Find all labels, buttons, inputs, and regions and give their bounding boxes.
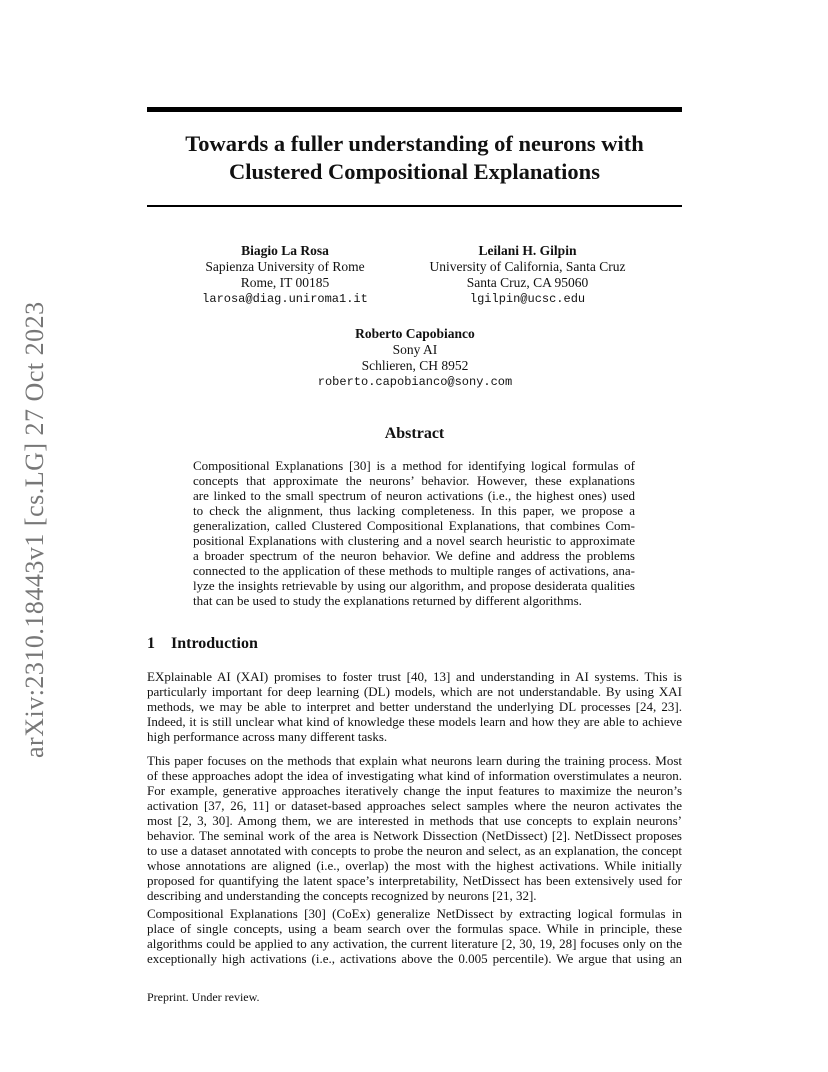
author-email[interactable]: larosa@diag.uniroma1.it [202,292,368,306]
paragraph-line: Compositional Explanations [30] (CoEx) generalize NetDissect by extracting logical formulas in [147,906,682,921]
author-block-3 [290,326,540,390]
paragraph-line: methods, we may be able to interpret and better understand the underlying DL processes [24, 23]. [147,699,682,714]
abstract-line: to check the alignment, thus lacking completeness. In this paper, we propose a [193,503,635,518]
paragraph-line: particularly important for deep learning (DL) models, which are not understandable. By using XAI [147,684,682,699]
author-block-1 [190,243,380,307]
paragraph-line: activation [37, 26, 11] or dataset-based approaches select samples where the neuron activates the [147,798,682,813]
paragraph-1 [147,669,682,744]
abstract-line: are linked to the small spectrum of neuron activations (i.e., the highest ones) used [193,488,635,503]
abstract-line: lyze the insights retrievable by using our algorithm, and propose desiderata qualities [193,578,635,593]
paragraph-3 [147,906,682,966]
section-title: Introduction [171,635,258,652]
paragraph-line: proposed for quantifying the latent space’s interpretability, NetDissect has been extensively used for [147,873,682,888]
abstract-body [193,458,635,608]
author-name: Roberto Capobianco [355,326,475,341]
title-line-1: Towards a fuller understanding of neurons with [185,131,644,156]
paragraph-line: Indeed, it is still unclear what kind of knowledge these models learn and how they are able to achieve [147,714,682,729]
author-affiliation: Sapienza University of Rome [205,259,365,274]
author-affiliation: Sony AI [392,342,438,357]
paragraph-line: behavior. The seminal work of the area is Network Dissection (NetDissect) [2]. NetDissect proposes [147,828,682,843]
paragraph-line: place of single concepts, using a beam search over the formulas space. While in principle, these [147,921,682,936]
paragraph-2 [147,753,682,903]
title-rule-top [147,107,682,112]
paragraph-line: to use a dataset annotated with concepts to probe the neuron and select, as an explanation, the concept [147,843,682,858]
abstract-line: a broader spectrum of the neuron behavior. We define and address the problems [193,548,635,563]
author-name: Leilani H. Gilpin [478,243,577,258]
author-address: Schlieren, CH 8952 [361,358,469,373]
paragraph-line: For example, generative approaches iteratively change the input features to maximize the neuron’s [147,783,682,798]
abstract-line: positional Explanations with clustering and a novel search heuristic to approximate [193,533,635,548]
abstract-line: Compositional Explanations [30] is a method for identifying logical formulas of [193,458,635,473]
paragraph-line: most [2, 3, 30]. Among them, we are interested in methods that use concepts to explain neurons’ [147,813,682,828]
author-address: Rome, IT 00185 [240,275,330,290]
paper-title [147,130,682,186]
abstract-line: connected to the application of these methods to multiple ranges of activations, ana- [193,563,635,578]
paragraph-line: EXplainable AI (XAI) promises to foster trust [40, 13] and understanding in AI systems. This is [147,669,682,684]
title-line-2: Clustered Compositional Explanations [229,159,600,184]
abstract-line: generalization, called Clustered Compositional Explanations, that combines Com- [193,518,635,533]
author-block-2 [420,243,635,307]
author-email[interactable]: lgilpin@ucsc.edu [469,292,586,306]
author-address: Santa Cruz, CA 95060 [466,275,589,290]
section-heading [147,635,258,653]
abstract-line: concepts that approximate the neurons’ behavior. However, these explanations [193,473,635,488]
abstract-heading: Abstract [384,425,445,442]
arxiv-stamp: arXiv:2310.18443v1 [cs.LG] 27 Oct 2023 [20,301,49,758]
author-name: Biagio La Rosa [241,243,329,258]
paragraph-line: describing and understanding the concepts recognized by neurons [21, 32]. [147,888,537,903]
paragraph-line: whose annotations are aligned (i.e., overlap) the most with the highest activations. While initially [147,858,682,873]
paragraph-line: This paper focuses on the methods that explain what neurons learn during the training process. Most [147,753,682,768]
paragraph-line: of these approaches adopt the idea of investigating what kind of information overstimulates a neuron. [147,768,682,783]
title-rule-bottom [147,205,682,207]
author-affiliation: University of California, Santa Cruz [429,259,626,274]
paragraph-line: exceptionally high activations (i.e., activations above the 0.005 percentile). We argue that using an [147,951,682,966]
section-number: 1 [147,635,155,652]
author-email[interactable]: roberto.capobianco@sony.com [317,375,513,389]
paragraph-line: algorithms could be applied to any activation, the current literature [2, 30, 19, 28] focuses only on the [147,936,682,951]
paragraph-line: high performance across many different tasks. [147,729,388,744]
abstract-line: that can be used to study the explanations returned by different algorithms. [193,593,582,608]
footer-note: Preprint. Under review. [147,990,260,1004]
